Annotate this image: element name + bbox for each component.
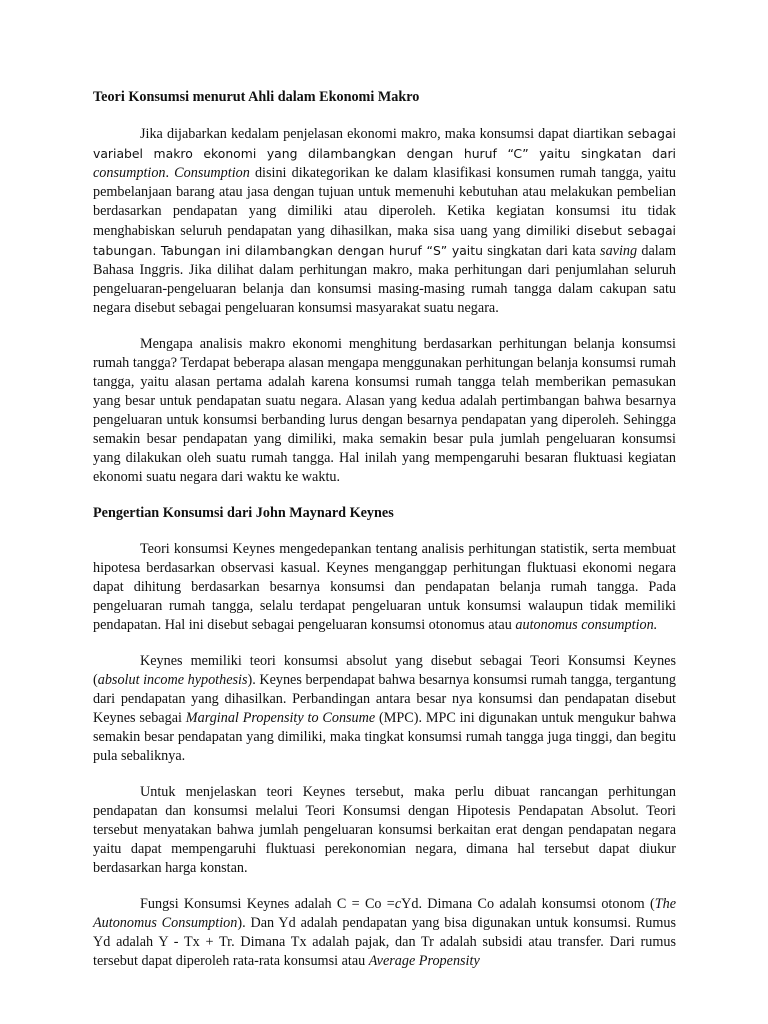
text-run: singkatan dari kata (482, 243, 601, 259)
text-run: dimiliki disebut sebagai tabungan. Tabungan ini dilambangkan dengan huruf “S” yaitu (93, 223, 676, 258)
italic-term: Marginal Propensity to Consume (185, 710, 376, 726)
text-run: ). Dan Yd adalah pendapatan yang bisa digunakan untuk konsumsi. Rumus Yd adalah Y - Tx + Tr. Dimana Tx adalah pajak, dan Tr adalah subsidi atau transfer. Dari rumus tersebut dapat diperoleh rata-rata konsumsi atau (93, 915, 676, 969)
text-run: . (165, 165, 175, 181)
section-heading-teori-konsumsi: Teori Konsumsi menurut Ahli dalam Ekonomi Makro (93, 89, 420, 105)
paragraph-hipotesis-pendapatan: Untuk menjelaskan teori Keynes tersebut, maka perlu dibuat rancangan perhitungan pendapatan dan konsumsi melalui Teori Konsumsi dengan Hipotesis Pendapatan Absolut. Teori tersebut menyatakan bahwa jumlah pengeluaran konsumsi berkaitan erat dengan pendapatan negara yaitu dapat mempengaruhi fluktuasi perekonomian negara, dimana hal tersebut dapat diukur berdasarkan harga konstan. (93, 784, 676, 876)
text-run: Fungsi Konsumsi Keynes adalah C = Co = (140, 896, 395, 912)
italic-term: Average Propensity (368, 953, 480, 969)
text-run: Keynes memiliki teori konsumsi absolut yang disebut sebagai Teori Konsumsi Keynes ( (93, 653, 676, 688)
italic-term: The Autonomus Consumption (93, 896, 676, 931)
text-run: ). Keynes berpendapat bahwa besarnya konsumsi rumah tangga, tergantung dari pendapatan yang dihasilkan. Perbandingan antara besar nya konsumsi dan pendapatan disebut Keynes sebagai (93, 672, 676, 726)
text-run: disini dikategorikan ke dalam klasifikasi konsumen rumah tangga, yaitu pembelanjaan barang atau jasa dengan tujuan untuk memenuhi kebutuhan atau melakukan pembelian berdasarkan pendapatan yang dimiliki atau diperoleh. Ketika kegiatan konsumsi itu tidak menghabiskan seluruh pendapatan yang dihasilkan, maka sisa uang yang (93, 165, 676, 239)
paragraph-konsumsi-absolut (93, 652, 676, 766)
text-run: dalam Bahasa Inggris. Jika dilihat dalam perhitungan makro, maka perhitungan dari penjumlahan seluruh pengeluaran-pengeluaran belanja dan konsumsi masing-masing rumah tangga dalam cakupan satu negara disebut sebagai pengeluaran konsumsi masyarakat suatu negara. (93, 243, 677, 316)
paragraph-analisis-makro: Mengapa analisis makro ekonomi menghitung berdasarkan perhitungan belanja konsumsi rumah tangga? Terdapat beberapa alasan mengapa menggunakan perhitungan belanja konsumsi rumah tangga, yaitu alasan pertama adalah karena konsumsi rumah tangga telah memberikan pemasukan yang besar untuk pendapatan suatu negara. Alasan yang kedua adalah pertimbangan bahwa besarnya pengeluaran untuk konsumsi berbanding lurus dengan besarnya pendapatan yang diperoleh. Sehingga semakin besar pendapatan yang dimiliki, maka semakin besar pula jumlah pengeluaran konsumsi yang dilakukan oleh suatu rumah tangga. Hal inilah yang mempengaruhi besaran fluktuasi kegiatan ekonomi suatu negara dari waktu ke waktu. (93, 336, 676, 485)
section-heading-keynes: Pengertian Konsumsi dari John Maynard Keynes (93, 505, 394, 521)
italic-term: consumption (93, 165, 166, 181)
italic-term: saving (600, 243, 638, 259)
italic-term: Consumption (174, 165, 250, 181)
italic-term: absolut income hypothesis (97, 672, 248, 688)
text-run: (MPC). MPC ini digunakan untuk mengukur bahwa semakin besar pendapatan yang dimiliki, maka tingkat konsumsi rumah tangga juga tinggi, dan begitu pula sebaliknya. (93, 710, 677, 764)
paragraph-konsumsi-makro (93, 124, 676, 318)
paragraph-fungsi-konsumsi (93, 895, 676, 971)
italic-term: c (394, 896, 402, 912)
paragraph-teori-keynes (93, 540, 676, 635)
text-run: Jika dijabarkan kedalam penjelasan ekonomi makro, maka konsumsi dapat diartikan (140, 126, 628, 142)
text-run: Teori konsumsi Keynes mengedepankan tentang analisis perhitungan statistik, serta membuat hipotesa berdasarkan observasi kasual. Keynes menganggap perhitungan fluktuasi ekonomi negara dapat dihitung berdasarkan besarnya konsumsi dan pendapatan belanja rumah tangga. Pada pengeluaran rumah tangga, selalu terdapat pengeluaran untuk konsumsi walaupun tidak memiliki pendapatan. Hal ini disebut sebagai pengeluaran konsumsi otonomus atau (93, 541, 676, 633)
text-run: Yd. Dimana Co adalah konsumsi otonom ( (401, 896, 655, 912)
italic-term: autonomus consumption. (515, 617, 658, 633)
text-run: sebagai variabel makro ekonomi yang dilambangkan dengan huruf “C” yaitu singkatan dari (93, 126, 676, 161)
